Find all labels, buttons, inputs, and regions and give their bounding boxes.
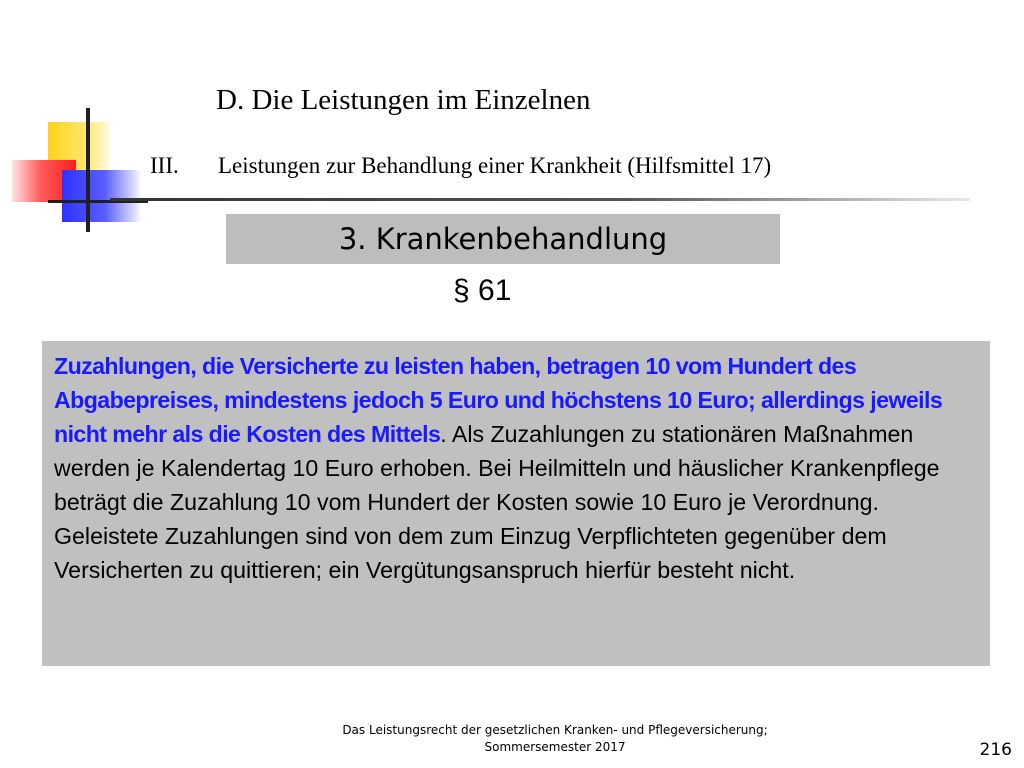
vertical-line (86, 108, 90, 232)
body-text-box (42, 341, 990, 666)
slide-footer (300, 722, 810, 756)
body-rest-text: . Als Zuzahlungen zu stationären Maßnahmen werden je Kalendertag 10 Euro erhoben. Bei Heilmitteln und häuslicher Krankenpflege beträgt die Zuzahlung 10 vom Hundert der Kosten sowie 10 Euro je Verordnung. Geleistete Zuzahlungen sind von dem zum Einzug Verpflichteten gegenüber dem Versicherten zu quittieren; ein Vergütungsanspruch hierfür besteht nicht. (54, 421, 940, 583)
body-highlight-text: Zuzahlungen, die Versicherte zu leisten haben, betragen 10 vom Hundert des Abgabepreises, mindestens jedoch 5 Euro und höchstens 10 Euro; allerdings jeweils nicht mehr als die Kosten des Mittels (54, 353, 943, 447)
footer-line-1: Das Leistungsrecht der gesetzlichen Kranken- und Pflegeversicherung; (342, 723, 768, 737)
page-number: 216 (979, 740, 1012, 760)
footer-line-2: Sommersemester 2017 (484, 740, 626, 754)
decorative-squares-logo (0, 100, 160, 240)
title-divider (110, 198, 970, 201)
subtitle-number: III. (150, 153, 179, 178)
subtitle-text: Leistungen zur Behandlung einer Krankheit (Hilfsmittel 17) (218, 153, 772, 178)
paragraph-reference: § 61 (453, 274, 512, 307)
blue-square (62, 170, 140, 222)
slide-subtitle (150, 153, 771, 179)
section-heading: 3. Krankenbehandlung (226, 214, 780, 264)
slide-title: D. Die Leistungen im Einzelnen (216, 84, 591, 116)
